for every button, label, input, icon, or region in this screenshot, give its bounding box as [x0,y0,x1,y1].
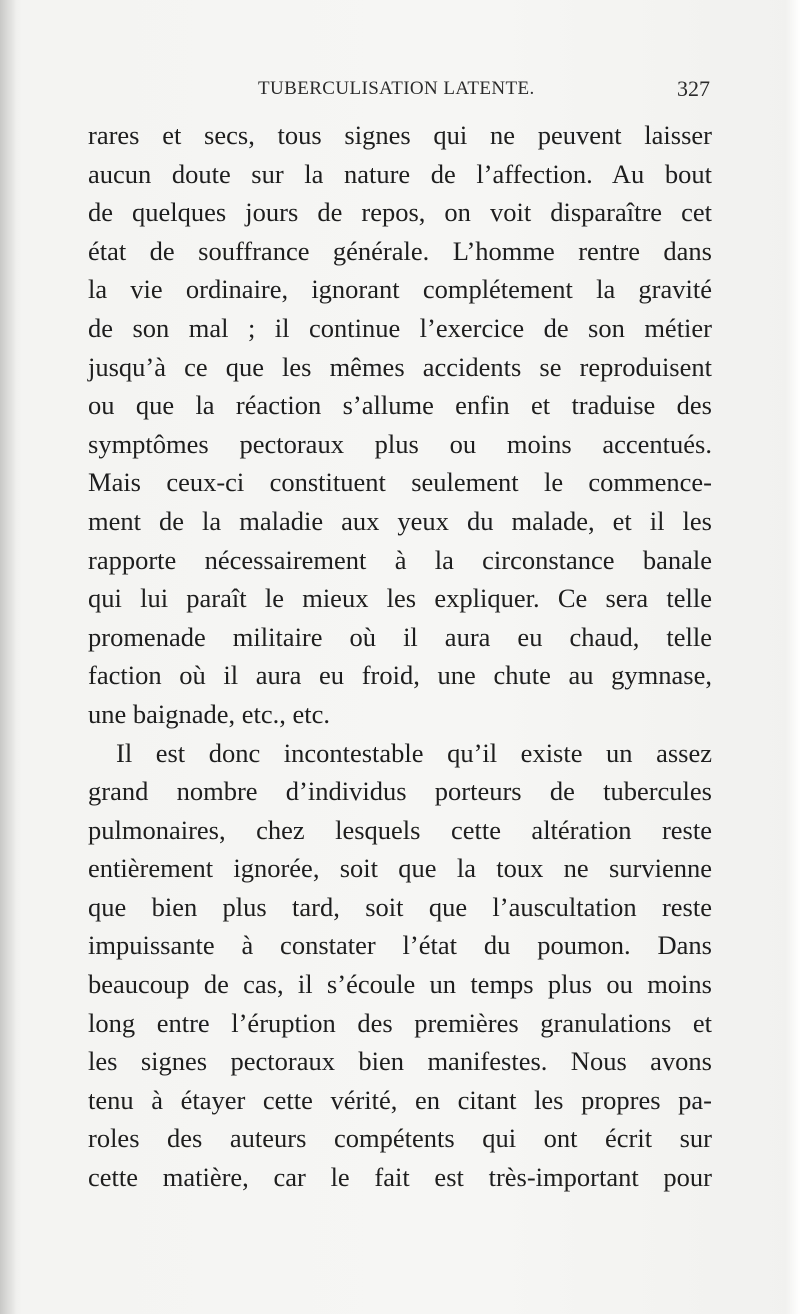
text-line: que bien plus tard, soit que l’auscultation reste [88,891,712,922]
text-line: roles des auteurs compétents qui ont écrit sur [88,1123,712,1154]
body-text [88,116,712,1197]
text-line: faction où il aura eu froid, une chute au gymnase, [88,660,712,691]
text-line: ment de la maladie aux yeux du malade, et il les [88,505,712,536]
paragraph [88,734,712,1197]
running-title: TUBERCULISATION LATENTE. [258,78,535,99]
page-gutter-shadow [0,0,16,1314]
paragraph [88,116,712,734]
text-line: cette matière, car le fait est très-important pour [88,1162,712,1193]
text-line: ou que la réaction s’allume enfin et traduise des [88,390,712,421]
running-header [88,74,710,104]
text-line: les signes pectoraux bien manifestes. Nous avons [88,1046,712,1077]
page-right-edge [786,0,800,1314]
text-line: promenade militaire où il aura eu chaud, telle [88,621,712,652]
text-line: Mais ceux-ci constituent seulement le commence- [88,467,712,498]
text-line: état de souffrance générale. L’homme rentre dans [88,235,712,266]
text-line: qui lui paraît le mieux les expliquer. Ce sera telle [88,583,712,614]
text-line: grand nombre d’individus porteurs de tubercules [88,776,712,807]
text-line: rapporte nécessairement à la circonstance banale [88,544,712,575]
text-line: entièrement ignorée, soit que la toux ne survienne [88,853,712,884]
text-line: Il est donc incontestable qu’il existe un assez [116,737,712,768]
text-line: long entre l’éruption des premières granulations et [88,1007,712,1038]
text-line: pulmonaires, chez lesquels cette altération reste [88,814,712,845]
text-line: rares et secs, tous signes qui ne peuvent laisser [88,120,712,150]
text-line: la vie ordinaire, ignorant complétement la gravité [88,274,712,305]
text-line: aucun doute sur la nature de l’affection. Au bout [88,158,712,189]
text-line: symptômes pectoraux plus ou moins accentués. [88,428,712,459]
text-line: jusqu’à ce que les mêmes accidents se reproduisent [88,351,712,382]
text-line: de son mal ; il continue l’exercice de son métier [88,312,712,343]
text-line: une baignade, etc., etc. [88,698,331,729]
text-line: beaucoup de cas, il s’écoule un temps plus ou moins [88,969,712,1000]
page-number: 327 [677,76,710,101]
text-line: impuissante à constater l’état du poumon. Dans [88,930,712,961]
text-line: tenu à étayer cette vérité, en citant les propres pa- [88,1084,712,1115]
text-line: de quelques jours de repos, on voit disparaître cet [88,197,712,228]
